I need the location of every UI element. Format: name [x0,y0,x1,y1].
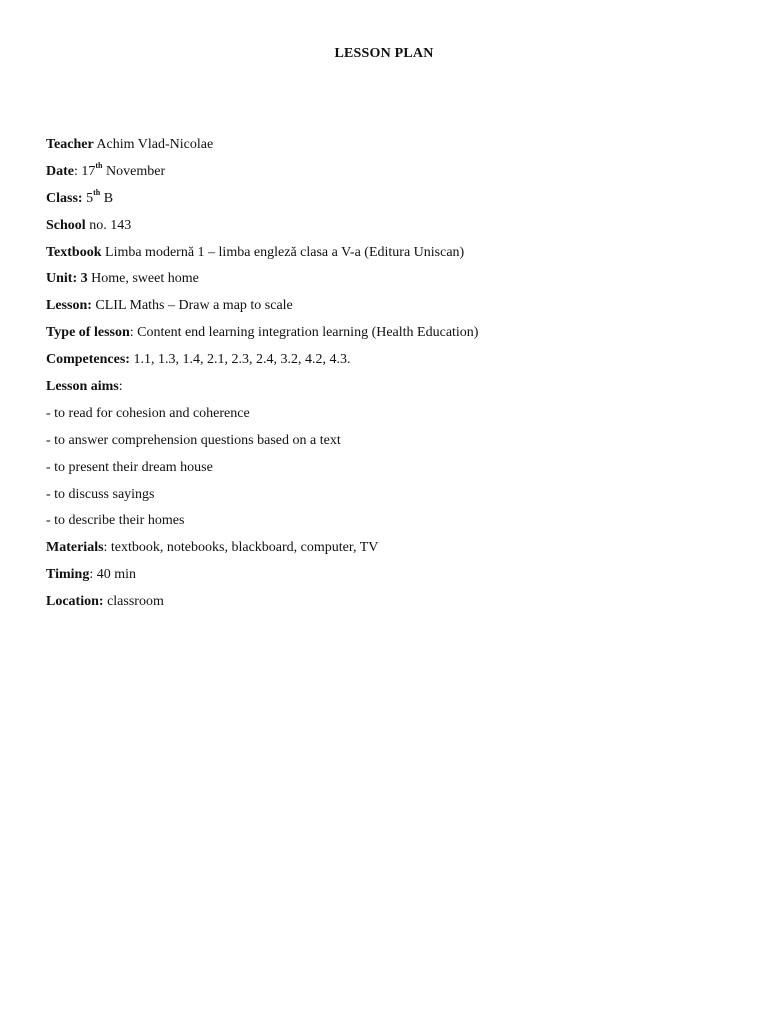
unit-line [46,270,726,297]
type-of-lesson-value: : Content end learning integration learning (Health Education) [129,325,479,341]
date-value-prefix: : 17 [74,163,96,179]
lesson-line [46,297,726,324]
class-line [46,190,726,217]
unit-value: Home, sweet home [87,271,199,287]
date-line [46,163,726,190]
aim-item: - to answer comprehension questions based on a text [46,432,341,448]
class-superscript: th [93,188,101,198]
lesson-label: Lesson: [46,298,92,314]
competences-line [46,351,726,378]
type-of-lesson-line [46,324,726,351]
aim-item: - to discuss sayings [46,486,155,502]
aim-item: - to read for cohesion and coherence [46,405,250,421]
timing-label: Timing [46,567,90,583]
class-value-suffix: B [100,190,114,206]
type-of-lesson-label: Type of lesson [46,325,130,341]
date-superscript: th [95,161,103,171]
class-value-prefix: 5 [82,190,94,206]
lesson-value: CLIL Maths – Draw a map to scale [91,298,293,314]
materials-line [46,539,726,566]
location-line [46,593,726,620]
lesson-details [46,136,726,620]
date-label: Date [46,163,74,179]
materials-value: : textbook, notebooks, blackboard, computer, TV [103,540,379,556]
textbook-label: Textbook [46,244,102,260]
school-label: School [46,217,86,233]
teacher-label: Teacher [46,137,94,152]
location-value: classroom [103,594,164,610]
competences-value: 1.1, 1.3, 1.4, 2.1, 2.3, 2.4, 3.2, 4.2, 4.3. [129,352,351,368]
aim-item: - to describe their homes [46,513,185,529]
school-value: no. 143 [85,217,132,233]
page-title: LESSON PLAN [334,46,434,61]
timing-line [46,566,726,593]
competences-label: Competences: [46,352,130,368]
textbook-line [46,244,726,271]
date-value-suffix: November [102,163,166,179]
aim-item: - to present their dream house [46,459,213,475]
lesson-aims-line [46,378,726,405]
textbook-value: Limba modernă 1 – limba engleză clasa a V-a (Editura Uniscan) [101,244,465,260]
lesson-aims-label: Lesson aims [46,379,119,395]
location-label: Location: [46,594,104,610]
materials-label: Materials [46,540,104,556]
school-line [46,217,726,244]
timing-value: : 40 min [89,567,136,583]
unit-label: Unit: 3 [46,271,88,287]
class-label: Class: [46,190,83,206]
teacher-value: Achim Vlad-Nicolae [93,137,214,152]
teacher-line [46,136,726,163]
lesson-aims-colon: : [118,379,123,395]
